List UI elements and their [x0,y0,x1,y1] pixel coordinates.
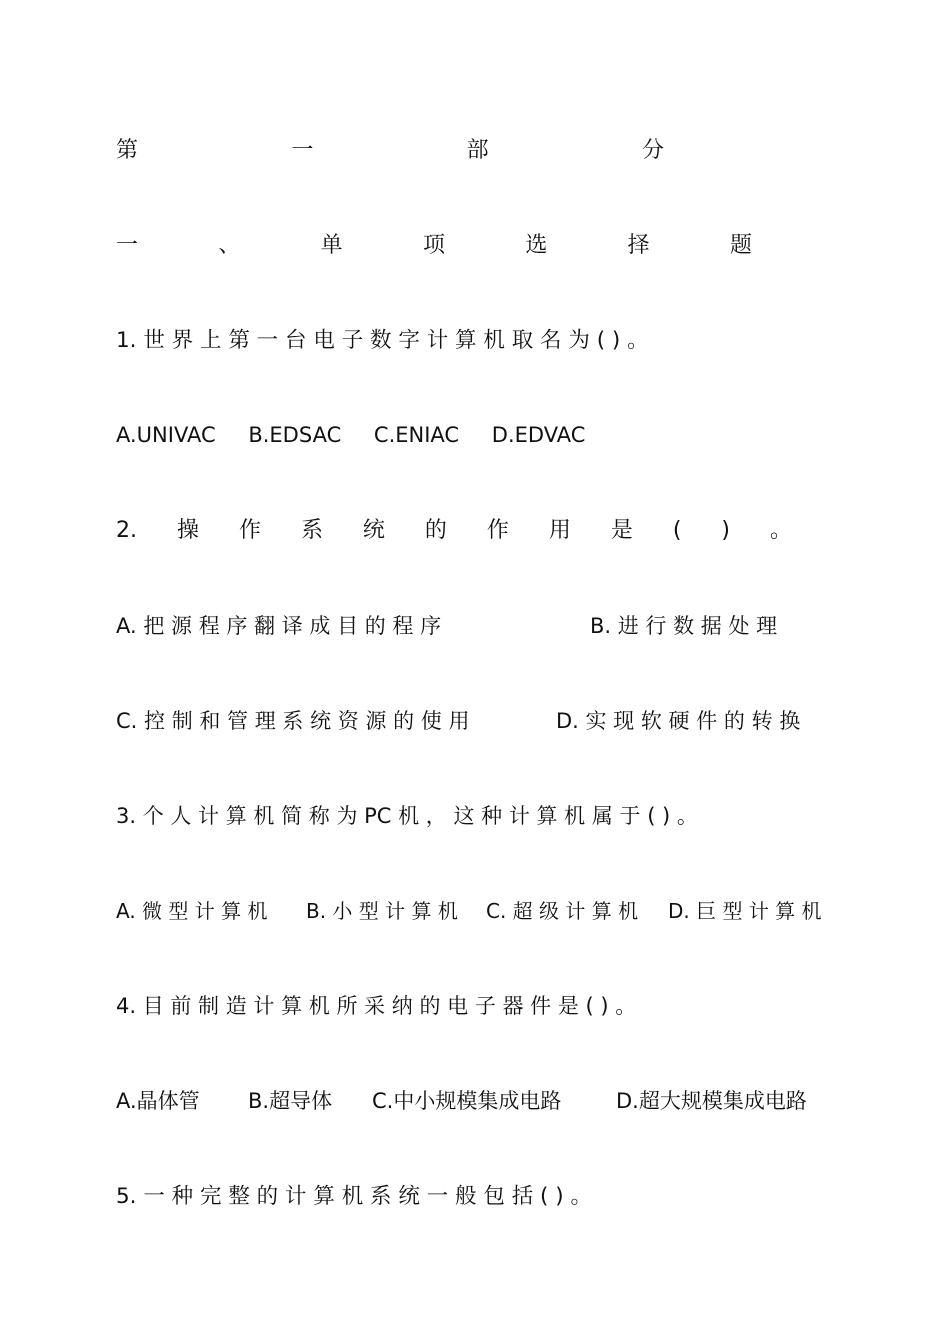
section-char: 选 [525,233,548,258]
option-a: A.UNIVAC [116,423,216,447]
part-heading [116,136,664,166]
option-d: D. 实 现 软 硬 件 的 转 换 [556,709,801,733]
question-1-stem: 1. 世 界 上 第 一 台 电 子 数 字 计 算 机 取 名 为 ( ) 。 [116,328,649,353]
part-char: 分 [641,138,664,163]
question-2-stem [116,516,792,546]
option-a: A.晶体管 [116,1089,200,1113]
option-b: B. 小 型 计 算 机 [306,899,458,923]
stem-part: 操 [176,518,199,543]
option-b: B.超导体 [248,1089,333,1113]
option-a: A. 微 型 计 算 机 [116,899,268,923]
part-char: 部 [466,138,489,163]
stem-part: ( [672,518,682,543]
section-char: 择 [627,233,650,258]
section-char: 项 [422,233,445,258]
option-b: B. 进 行 数 据 处 理 [590,614,778,638]
stem-part: 用 [548,518,571,543]
section-heading [116,231,752,261]
option-c: C. 超 级 计 算 机 [486,899,639,923]
stem-part: 统 [362,518,385,543]
section-char: 一 [116,233,139,258]
stem-part: 2. [116,518,137,543]
stem-part: 。 [769,518,792,543]
section-char: 单 [320,233,343,258]
option-d: D. 巨 型 计 算 机 [668,899,822,923]
question-3-stem: 3. 个 人 计 算 机 简 称 为 PC 机 ， 这 种 计 算 机 属 于 ( ) 。 [116,804,698,828]
option-b: B.EDSAC [248,423,342,447]
option-a: A. 把 源 程 序 翻 译 成 目 的 程 序 [116,614,442,638]
part-char: 一 [291,138,314,163]
question-4-stem: 4. 目 前 制 造 计 算 机 所 采 纳 的 电 子 器 件 是 ( ) 。 [116,994,637,1018]
stem-part: 作 [238,518,261,543]
question-5-stem: 5. 一 种 完 整 的 计 算 机 系 统 一 般 包 括 ( ) 。 [116,1184,592,1209]
question-1-options [116,420,832,450]
stem-part: ) [721,518,730,543]
stem-part: 作 [486,518,509,543]
part-char: 第 [116,138,139,163]
option-c: C. 控 制 和 管 理 系 统 资 源 的 使 用 [116,709,470,733]
option-c: C.ENIAC [373,423,460,447]
option-d: D.超大规模集成电路 [616,1089,807,1113]
stem-part: 是 [610,518,633,543]
stem-part: 系 [300,518,323,543]
stem-part: 的 [424,518,447,543]
option-c: C.中小规模集成电路 [372,1089,562,1113]
section-char: 、 [218,233,241,258]
section-char: 题 [729,233,752,258]
option-d: D.EDVAC [491,423,586,447]
